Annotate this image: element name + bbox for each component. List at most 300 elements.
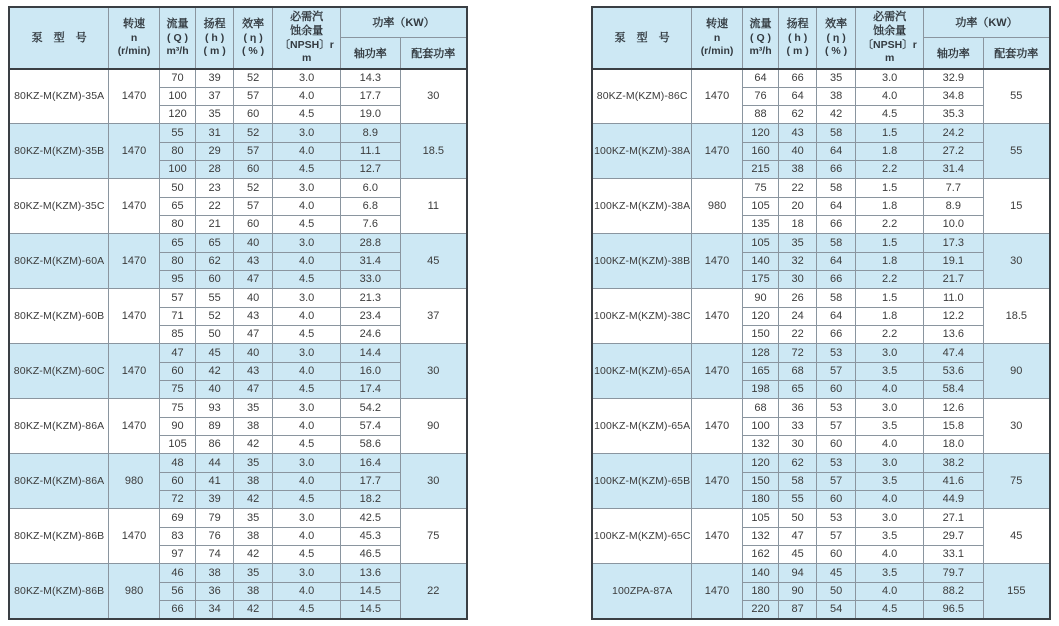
- head-cell: 38: [779, 161, 817, 179]
- pump-row: [592, 179, 1050, 197]
- npsh-cell: 2.2: [856, 271, 924, 289]
- flow-cell: 83: [159, 527, 196, 545]
- npsh-cell: 2.2: [856, 216, 924, 234]
- flow-label-line: ( Q ): [167, 31, 189, 44]
- head-label-line: ( m ): [786, 45, 809, 58]
- flow-cell: 90: [159, 417, 196, 435]
- head-cell: 22: [779, 326, 817, 344]
- eff-label-line: ( % ): [824, 45, 848, 58]
- speed-label-line: (r/min): [117, 45, 151, 58]
- shaft-power-cell: 14.4: [341, 344, 401, 362]
- speed-cell: 1470: [109, 289, 159, 344]
- flow-cell: 105: [159, 436, 196, 454]
- npsh-cell: 2.2: [856, 326, 924, 344]
- shaft-power-cell: 17.7: [341, 87, 401, 105]
- col-header-speed: [692, 7, 742, 69]
- flow-cell: 135: [742, 216, 779, 234]
- pump-row: [592, 69, 1050, 87]
- efficiency-cell: 50: [816, 582, 855, 600]
- shaft-power-cell: 17.7: [341, 472, 401, 490]
- shaft-power-cell: 14.5: [341, 601, 401, 619]
- npsh-cell: 3.0: [856, 399, 924, 417]
- shaft-power-cell: 34.8: [924, 87, 984, 105]
- speed-cell: 1470: [109, 69, 159, 124]
- npsh-cell: 3.5: [856, 527, 924, 545]
- flow-label-line: 流量: [166, 18, 189, 31]
- npsh-cell: 4.5: [856, 601, 924, 619]
- flow-cell: 60: [159, 362, 196, 380]
- efficiency-cell: 57: [233, 197, 272, 215]
- npsh-cell: 3.0: [273, 399, 341, 417]
- shaft-power-cell: 16.0: [341, 362, 401, 380]
- npsh-cell: 4.0: [273, 417, 341, 435]
- model-cell: 80KZ-M(KZM)-35C: [9, 179, 109, 234]
- speed-cell: 1470: [109, 399, 159, 454]
- flow-cell: 71: [159, 307, 196, 325]
- flow-cell: 80: [159, 142, 196, 160]
- pump-row: [9, 179, 467, 197]
- speed-cell: 1470: [692, 399, 742, 454]
- npsh-cell: 4.0: [273, 197, 341, 215]
- model-cell: 100KZ-M(KZM)-38A: [592, 179, 692, 234]
- config-power-cell: 75: [983, 454, 1050, 509]
- col-header-config-power: 配套功率: [983, 37, 1050, 69]
- efficiency-cell: 53: [816, 344, 855, 362]
- efficiency-cell: 35: [233, 399, 272, 417]
- npsh-cell: 4.5: [273, 491, 341, 509]
- efficiency-cell: 42: [233, 491, 272, 509]
- efficiency-cell: 66: [816, 161, 855, 179]
- npsh-cell: 3.0: [273, 179, 341, 197]
- efficiency-cell: 38: [816, 87, 855, 105]
- shaft-power-cell: 14.5: [341, 582, 401, 600]
- efficiency-cell: 57: [233, 142, 272, 160]
- efficiency-cell: 40: [233, 344, 272, 362]
- shaft-power-cell: 8.9: [924, 197, 984, 215]
- efficiency-cell: 64: [816, 252, 855, 270]
- model-cell: 80KZ-M(KZM)-86B: [9, 564, 109, 619]
- head-cell: 20: [779, 197, 817, 215]
- efficiency-cell: 58: [816, 289, 855, 307]
- shaft-power-cell: 38.2: [924, 454, 984, 472]
- flow-cell: 120: [742, 454, 779, 472]
- col-header-power: 功率（KW）: [924, 7, 1050, 37]
- head-cell: 44: [196, 454, 234, 472]
- config-power-cell: 30: [400, 454, 467, 509]
- shaft-power-cell: 32.9: [924, 69, 984, 87]
- head-cell: 55: [779, 491, 817, 509]
- efficiency-cell: 53: [816, 509, 855, 527]
- flow-cell: 66: [159, 601, 196, 619]
- flow-cell: 60: [159, 472, 196, 490]
- head-cell: 33: [779, 417, 817, 435]
- speed-label-line: 转速: [706, 18, 729, 31]
- model-cell: 80KZ-M(KZM)-60C: [9, 344, 109, 399]
- head-cell: 60: [196, 271, 234, 289]
- head-cell: 41: [196, 472, 234, 490]
- flow-cell: 55: [159, 124, 196, 142]
- efficiency-cell: 43: [233, 307, 272, 325]
- col-header-speed: [109, 7, 159, 69]
- head-cell: 39: [196, 491, 234, 509]
- flow-cell: 105: [742, 197, 779, 215]
- shaft-power-cell: 31.4: [341, 252, 401, 270]
- shaft-power-cell: 6.0: [341, 179, 401, 197]
- flow-cell: 48: [159, 454, 196, 472]
- efficiency-cell: 40: [233, 234, 272, 252]
- npsh-cell: 1.5: [856, 289, 924, 307]
- efficiency-cell: 60: [816, 436, 855, 454]
- shaft-power-cell: 12.2: [924, 307, 984, 325]
- head-cell: 89: [196, 417, 234, 435]
- efficiency-cell: 60: [816, 546, 855, 564]
- shaft-power-cell: 10.0: [924, 216, 984, 234]
- efficiency-cell: 52: [233, 179, 272, 197]
- model-cell: 80KZ-M(KZM)-35B: [9, 124, 109, 179]
- shaft-power-cell: 12.6: [924, 399, 984, 417]
- head-cell: 50: [779, 509, 817, 527]
- config-power-cell: 22: [400, 564, 467, 619]
- col-header-model-label: 泵 型 号: [31, 31, 87, 44]
- head-cell: 62: [779, 454, 817, 472]
- head-label-line: 扬程: [203, 18, 226, 31]
- flow-cell: 80: [159, 252, 196, 270]
- shaft-power-cell: 15.8: [924, 417, 984, 435]
- col-header-shaft-power: 轴功率: [341, 37, 401, 69]
- speed-cell: 1470: [692, 454, 742, 509]
- flow-cell: 105: [742, 509, 779, 527]
- eff-label-line: 效率: [825, 18, 848, 31]
- shaft-power-cell: 45.3: [341, 527, 401, 545]
- head-cell: 28: [196, 161, 234, 179]
- flow-cell: 88: [742, 106, 779, 124]
- shaft-power-cell: 13.6: [924, 326, 984, 344]
- efficiency-cell: 66: [816, 216, 855, 234]
- col-header-model: [9, 7, 109, 69]
- flow-cell: 100: [742, 417, 779, 435]
- pump-table-right: [591, 6, 1051, 620]
- efficiency-cell: 57: [816, 527, 855, 545]
- pump-row: [592, 234, 1050, 252]
- efficiency-cell: 38: [233, 527, 272, 545]
- npsh-cell: 4.0: [856, 381, 924, 399]
- shaft-power-cell: 31.4: [924, 161, 984, 179]
- speed-cell: 1470: [692, 124, 742, 179]
- efficiency-cell: 35: [233, 564, 272, 582]
- npsh-cell: 1.8: [856, 252, 924, 270]
- head-label-line: ( h ): [204, 31, 225, 44]
- eff-label-line: ( % ): [241, 45, 265, 58]
- head-cell: 55: [196, 289, 234, 307]
- efficiency-cell: 58: [816, 124, 855, 142]
- pump-row: [9, 289, 467, 307]
- shaft-power-cell: 58.6: [341, 436, 401, 454]
- flow-label-line: ( Q ): [750, 31, 772, 44]
- model-cell: 100KZ-M(KZM)-38C: [592, 289, 692, 344]
- flow-cell: 105: [742, 234, 779, 252]
- flow-cell: 100: [159, 161, 196, 179]
- efficiency-cell: 47: [233, 381, 272, 399]
- flow-cell: 140: [742, 564, 779, 582]
- efficiency-cell: 35: [233, 454, 272, 472]
- npsh-cell: 2.2: [856, 161, 924, 179]
- flow-cell: 75: [742, 179, 779, 197]
- model-cell: 100KZ-M(KZM)-38A: [592, 124, 692, 179]
- table-header: [592, 7, 1050, 69]
- table-body: [592, 69, 1050, 619]
- flow-cell: 162: [742, 546, 779, 564]
- shaft-power-cell: 24.2: [924, 124, 984, 142]
- efficiency-cell: 60: [816, 381, 855, 399]
- head-cell: 32: [779, 252, 817, 270]
- shaft-power-cell: 17.4: [341, 381, 401, 399]
- npsh-cell: 1.5: [856, 179, 924, 197]
- flow-cell: 128: [742, 344, 779, 362]
- pump-row: [9, 69, 467, 87]
- shaft-power-cell: 18.2: [341, 491, 401, 509]
- flow-cell: 64: [742, 69, 779, 87]
- shaft-power-cell: 58.4: [924, 381, 984, 399]
- speed-cell: 980: [109, 564, 159, 619]
- speed-cell: 1470: [109, 509, 159, 564]
- npsh-label-line: 〔NPSH〕r: [862, 38, 917, 51]
- head-cell: 94: [779, 564, 817, 582]
- shaft-power-cell: 27.2: [924, 142, 984, 160]
- efficiency-cell: 42: [816, 106, 855, 124]
- shaft-power-cell: 12.7: [341, 161, 401, 179]
- pump-table-left: [8, 6, 468, 620]
- npsh-cell: 4.0: [856, 491, 924, 509]
- npsh-cell: 1.8: [856, 197, 924, 215]
- head-cell: 68: [779, 362, 817, 380]
- npsh-cell: 4.0: [273, 142, 341, 160]
- speed-cell: 1470: [109, 344, 159, 399]
- flow-cell: 198: [742, 381, 779, 399]
- efficiency-cell: 52: [233, 69, 272, 87]
- shaft-power-cell: 57.4: [341, 417, 401, 435]
- shaft-power-cell: 14.3: [341, 69, 401, 87]
- model-cell: 100KZ-M(KZM)-65A: [592, 344, 692, 399]
- config-power-cell: 18.5: [983, 289, 1050, 344]
- flow-cell: 65: [159, 234, 196, 252]
- head-cell: 24: [779, 307, 817, 325]
- npsh-cell: 4.0: [273, 307, 341, 325]
- config-power-cell: 30: [983, 234, 1050, 289]
- shaft-power-cell: 23.4: [341, 307, 401, 325]
- shaft-power-cell: 8.9: [341, 124, 401, 142]
- npsh-cell: 3.5: [856, 564, 924, 582]
- efficiency-cell: 60: [816, 491, 855, 509]
- flow-cell: 72: [159, 491, 196, 509]
- head-cell: 90: [779, 582, 817, 600]
- col-header-config-power: 配套功率: [400, 37, 467, 69]
- head-cell: 18: [779, 216, 817, 234]
- efficiency-cell: 57: [816, 362, 855, 380]
- col-header-efficiency: [233, 7, 272, 69]
- flow-cell: 220: [742, 601, 779, 619]
- npsh-cell: 3.0: [273, 124, 341, 142]
- model-cell: 80KZ-M(KZM)-86B: [9, 509, 109, 564]
- flow-cell: 47: [159, 344, 196, 362]
- head-cell: 40: [779, 142, 817, 160]
- efficiency-cell: 66: [816, 271, 855, 289]
- npsh-cell: 3.0: [856, 509, 924, 527]
- flow-cell: 215: [742, 161, 779, 179]
- speed-cell: 1470: [692, 289, 742, 344]
- flow-cell: 75: [159, 399, 196, 417]
- head-cell: 31: [196, 124, 234, 142]
- efficiency-cell: 58: [816, 179, 855, 197]
- flow-cell: 180: [742, 582, 779, 600]
- npsh-cell: 4.5: [273, 271, 341, 289]
- npsh-label-line: m: [301, 52, 312, 65]
- head-cell: 74: [196, 546, 234, 564]
- flow-cell: 140: [742, 252, 779, 270]
- head-cell: 21: [196, 216, 234, 234]
- npsh-cell: 4.0: [273, 87, 341, 105]
- model-cell: 100KZ-M(KZM)-65C: [592, 509, 692, 564]
- flow-cell: 100: [159, 87, 196, 105]
- speed-label-line: n: [130, 31, 138, 44]
- col-header-head: [196, 7, 234, 69]
- npsh-cell: 1.5: [856, 234, 924, 252]
- npsh-cell: 4.0: [856, 546, 924, 564]
- head-cell: 30: [779, 436, 817, 454]
- eff-label-line: ( η ): [826, 31, 846, 44]
- flow-cell: 90: [742, 289, 779, 307]
- shaft-power-cell: 28.8: [341, 234, 401, 252]
- efficiency-cell: 64: [816, 197, 855, 215]
- npsh-cell: 3.5: [856, 362, 924, 380]
- head-cell: 35: [196, 106, 234, 124]
- efficiency-cell: 40: [233, 289, 272, 307]
- efficiency-cell: 53: [816, 454, 855, 472]
- npsh-cell: 4.5: [273, 161, 341, 179]
- shaft-power-cell: 29.7: [924, 527, 984, 545]
- shaft-power-cell: 44.9: [924, 491, 984, 509]
- shaft-power-cell: 21.3: [341, 289, 401, 307]
- npsh-cell: 4.0: [273, 362, 341, 380]
- efficiency-cell: 60: [233, 106, 272, 124]
- npsh-cell: 4.5: [273, 601, 341, 619]
- efficiency-cell: 60: [233, 216, 272, 234]
- head-cell: 93: [196, 399, 234, 417]
- flow-cell: 97: [159, 546, 196, 564]
- flow-cell: 160: [742, 142, 779, 160]
- efficiency-cell: 57: [233, 87, 272, 105]
- npsh-label-line: 〔NPSH〕r: [279, 38, 334, 51]
- config-power-cell: 18.5: [400, 124, 467, 179]
- flow-cell: 70: [159, 69, 196, 87]
- speed-cell: 1470: [692, 564, 742, 619]
- efficiency-cell: 42: [233, 546, 272, 564]
- speed-cell: 1470: [692, 344, 742, 399]
- npsh-label-line: 蚀余量: [290, 25, 324, 38]
- head-cell: 65: [779, 381, 817, 399]
- shaft-power-cell: 6.8: [341, 197, 401, 215]
- model-cell: 80KZ-M(KZM)-35A: [9, 69, 109, 124]
- head-cell: 45: [779, 546, 817, 564]
- head-cell: 87: [779, 601, 817, 619]
- flow-cell: 120: [159, 106, 196, 124]
- config-power-cell: 155: [983, 564, 1050, 619]
- shaft-power-cell: 54.2: [341, 399, 401, 417]
- npsh-cell: 3.0: [273, 289, 341, 307]
- head-cell: 37: [196, 87, 234, 105]
- speed-cell: 1470: [692, 69, 742, 124]
- head-cell: 79: [196, 509, 234, 527]
- efficiency-cell: 45: [816, 564, 855, 582]
- npsh-cell: 3.5: [856, 472, 924, 490]
- pump-row: [9, 234, 467, 252]
- model-cell: 100KZ-M(KZM)-65A: [592, 399, 692, 454]
- head-cell: 45: [196, 344, 234, 362]
- npsh-cell: 3.0: [273, 509, 341, 527]
- efficiency-cell: 60: [233, 161, 272, 179]
- speed-cell: 1470: [109, 179, 159, 234]
- npsh-cell: 4.5: [273, 216, 341, 234]
- efficiency-cell: 47: [233, 271, 272, 289]
- flow-cell: 68: [742, 399, 779, 417]
- head-cell: 47: [779, 527, 817, 545]
- shaft-power-cell: 46.5: [341, 546, 401, 564]
- efficiency-cell: 53: [816, 399, 855, 417]
- head-cell: 64: [779, 87, 817, 105]
- pump-row: [9, 344, 467, 362]
- shaft-power-cell: 42.5: [341, 509, 401, 527]
- efficiency-cell: 57: [816, 472, 855, 490]
- npsh-cell: 4.5: [273, 106, 341, 124]
- flow-label-line: 流量: [749, 18, 772, 31]
- efficiency-cell: 42: [233, 436, 272, 454]
- efficiency-cell: 57: [816, 417, 855, 435]
- efficiency-cell: 43: [233, 252, 272, 270]
- shaft-power-cell: 18.0: [924, 436, 984, 454]
- col-header-model: [592, 7, 692, 69]
- npsh-cell: 4.0: [856, 436, 924, 454]
- efficiency-cell: 42: [233, 601, 272, 619]
- flow-cell: 80: [159, 216, 196, 234]
- npsh-cell: 3.0: [273, 234, 341, 252]
- shaft-power-cell: 27.1: [924, 509, 984, 527]
- config-power-cell: 15: [983, 179, 1050, 234]
- efficiency-cell: 64: [816, 142, 855, 160]
- npsh-cell: 4.0: [856, 87, 924, 105]
- config-power-cell: 90: [400, 399, 467, 454]
- flow-label-line: m³/h: [166, 45, 189, 58]
- shaft-power-cell: 7.6: [341, 216, 401, 234]
- head-label-line: ( m ): [203, 45, 226, 58]
- flow-cell: 50: [159, 179, 196, 197]
- flow-cell: 132: [742, 527, 779, 545]
- npsh-cell: 4.5: [273, 546, 341, 564]
- flow-cell: 65: [159, 197, 196, 215]
- shaft-power-cell: 11.0: [924, 289, 984, 307]
- flow-cell: 120: [742, 307, 779, 325]
- head-cell: 22: [779, 179, 817, 197]
- shaft-power-cell: 88.2: [924, 582, 984, 600]
- shaft-power-cell: 53.6: [924, 362, 984, 380]
- shaft-power-cell: 35.3: [924, 106, 984, 124]
- config-power-cell: 11: [400, 179, 467, 234]
- pump-row: [592, 454, 1050, 472]
- model-cell: 80KZ-M(KZM)-60B: [9, 289, 109, 344]
- head-cell: 36: [196, 582, 234, 600]
- pump-row: [592, 344, 1050, 362]
- flow-cell: 46: [159, 564, 196, 582]
- col-header-flow: [742, 7, 779, 69]
- efficiency-cell: 58: [816, 234, 855, 252]
